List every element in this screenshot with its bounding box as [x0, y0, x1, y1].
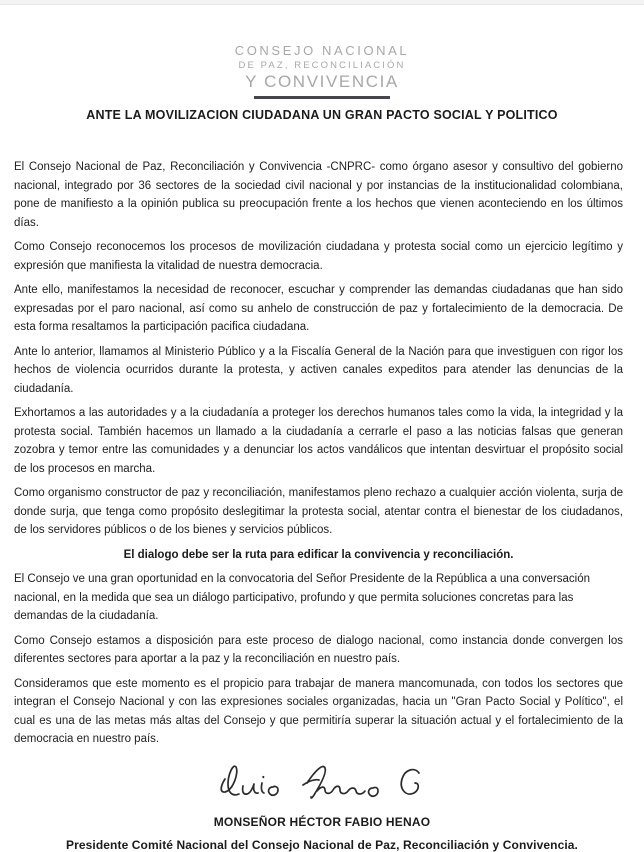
- signatory-role: Presidente Comité Nacional del Consejo Nacional de Paz, Reconciliación y Convivencia.: [66, 837, 578, 852]
- body-paragraph: Como organismo constructor de paz y reconciliación, manifestamos pleno rechazo a cualquier acción violenta, surja de donde surja, que tenga como propósito deslegitimar la protesta social, atentar contra el bienestar de los ciudadanos, de los servidores públicos o de los bienes y servicios públicos.: [14, 487, 623, 536]
- signatory-name: MONSEÑOR HÉCTOR FABIO HENAO: [213, 814, 431, 829]
- body-paragraph: El Consejo ve una gran oportunidad en la convocatoria del Señor Presidente de la República a una conversación nacional, en la medida que sea un diálogo participativo, profundo y que permita soluciones concretas para las demandas de la ciudadanía.: [14, 573, 591, 622]
- signature-handwriting-icon: [215, 755, 430, 807]
- logo-divider: [254, 96, 390, 99]
- document-title: ANTE LA MOVILIZACION CIUDADANA UN GRAN PACTO SOCIAL Y POLITICO: [86, 108, 558, 122]
- logo-line-1: CONSEJO NACIONAL: [234, 43, 410, 58]
- highlight-statement: El dialogo debe ser la ruta para edificar la convivencia y reconciliación.: [123, 548, 514, 561]
- body-paragraph: Exhortamos a las autoridades y a la ciudadanía a proteger los derechos humanos tales como la vida, la integridad y la protesta social. También hacemos un llamado a la ciudadanía a cerrarle el paso a las noticias falsas que generan zozobra y temor entre las comunidades y a denunciar los actos vandálicos que intentan desvirtuar el propósito social de los procesos en marcha.: [14, 407, 623, 475]
- document-header: [0, 43, 644, 122]
- body-paragraph: Como Consejo reconocemos los procesos de movilización ciudadana y protesta social como un ejercicio legítimo y expresión que manifiesta la vitalidad de nuestra democracia.: [14, 241, 623, 272]
- top-strip: [0, 0, 644, 5]
- body-paragraph: Ante ello, manifestamos la necesidad de reconocer, escuchar y comprender las demandas ciudadanas que han sido expresadas por el paro nacional, así como su anhelo de construcción de paz y fortalecimiento de la democracia. De esta forma resaltamos la participación pacifica ciudadana.: [14, 284, 623, 333]
- org-logo: [0, 43, 644, 99]
- document-body: [0, 158, 644, 749]
- logo-line-2: DE PAZ, RECONCILIACIÓN: [238, 60, 406, 71]
- logo-line-3: Y CONVIVENCIA: [245, 72, 399, 91]
- signature-block: [0, 755, 644, 852]
- body-paragraph: El Consejo Nacional de Paz, Reconciliación y Convivencia -CNPRC- como órgano asesor y consultivo del gobierno nacional, integrado por 36 sectores de la sociedad civil nacional y por instancias de la institucionalidad colombiana, pone de manifiesto a la opinión publica su preocupación frente a los hechos que vienen aconteciendo en los últimos días.: [14, 161, 623, 229]
- body-paragraph: Consideramos que este momento es el propicio para trabajar de manera mancomunada, con todos los sectores que integran el Consejo Nacional y con las expresiones sociales organizadas, hacia un "Gran Pacto Social y Político", el cual es una de las metas más altas del Consejo y que permitiría superar la situación actual y el fortalecimiento de la democracia en nuestro país.: [14, 677, 623, 745]
- body-paragraph: Como Consejo estamos a disposición para este proceso de dialogo nacional, como instancia donde convergen los diferentes sectores para aportar a la paz y la reconciliación en nuestro país.: [14, 634, 623, 665]
- body-paragraph: Ante lo anterior, llamamos al Ministerio Público y a la Fiscalía General de la Nación para que investiguen con rigor los hechos de violencia ocurridos durante la protesta, y activen canales expeditos para atender las denuncias de la ciudadanía.: [14, 345, 623, 395]
